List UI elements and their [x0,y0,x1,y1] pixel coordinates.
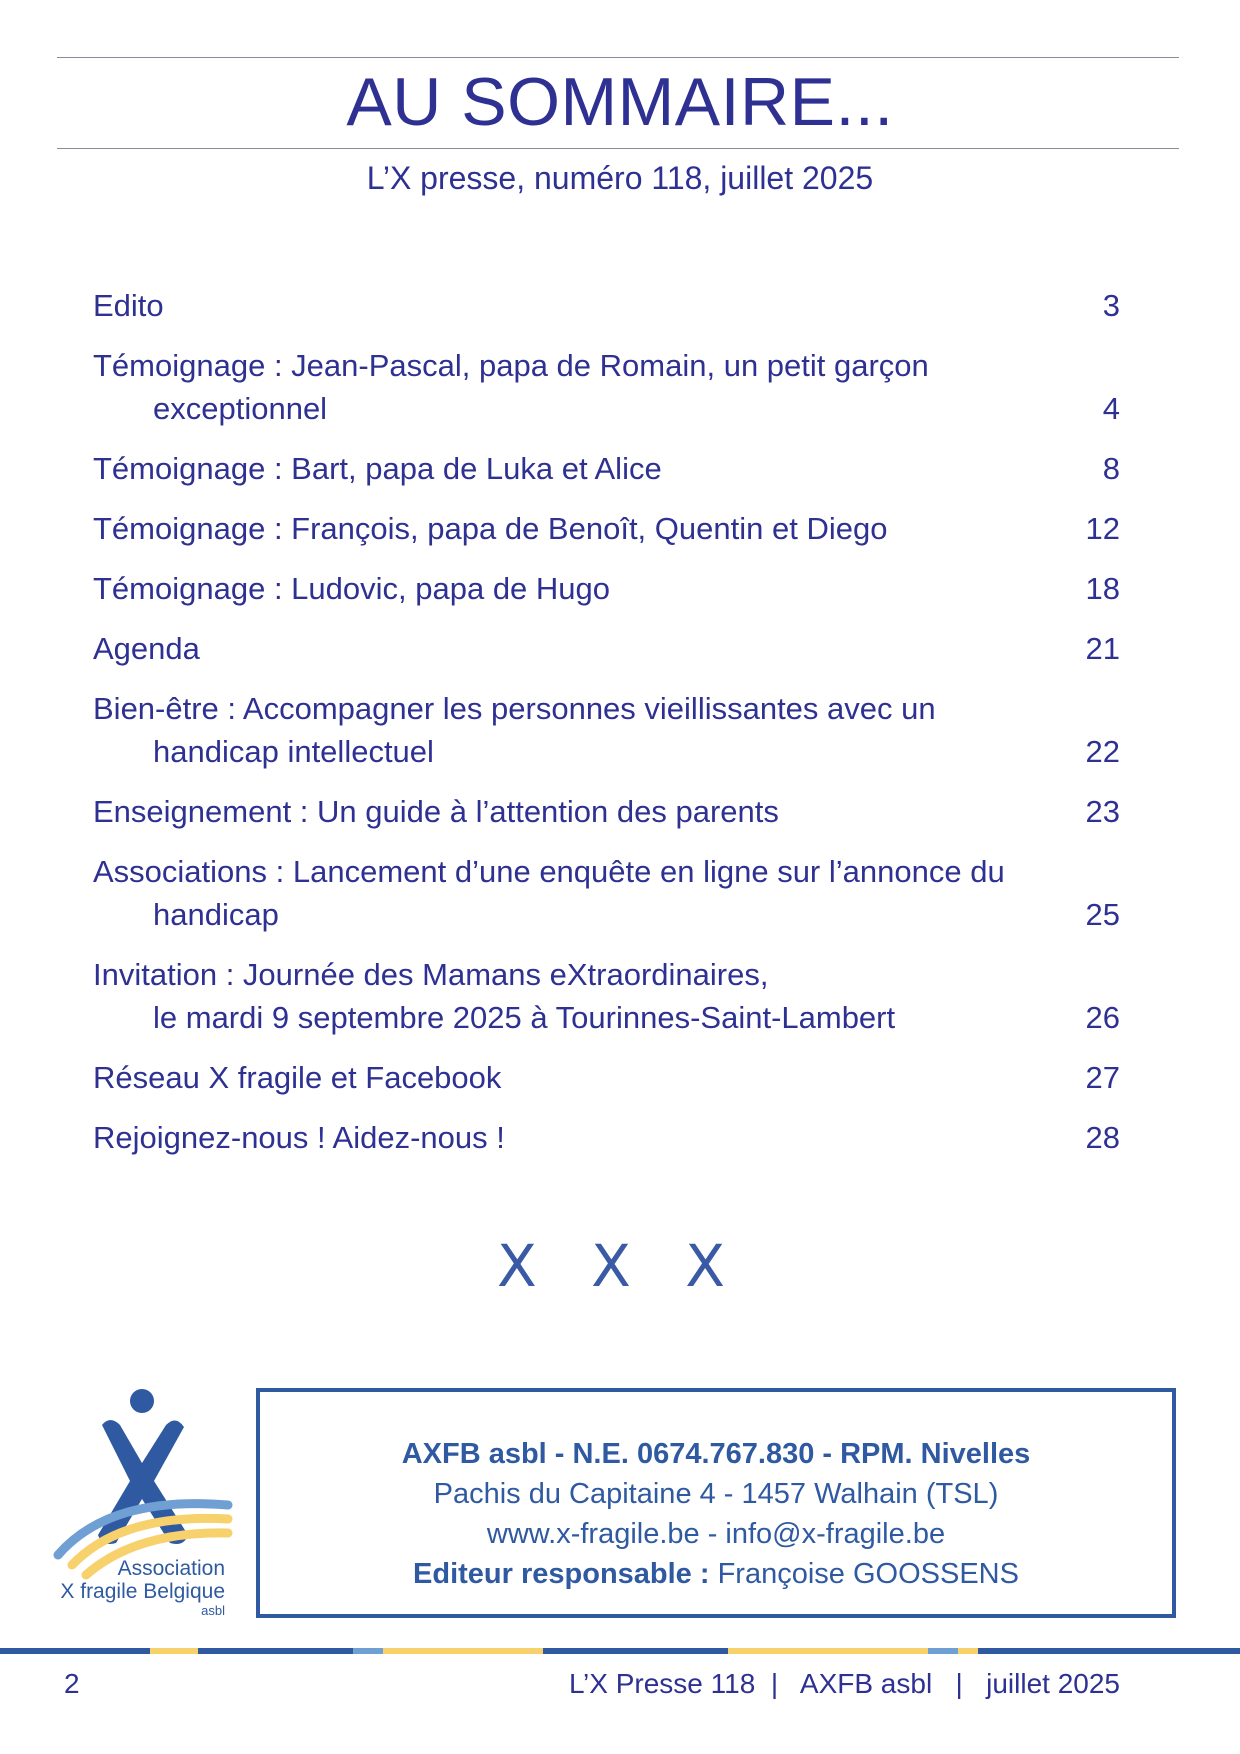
toc-entry-page: 25 [1085,897,1120,932]
toc-entry [93,627,1120,670]
toc-entry [93,1116,1120,1159]
toc-entry-page: 12 [1085,511,1120,546]
contact-line-legal: AXFB asbl - N.E. 0674.767.830 - RPM. Nivelles [401,1438,1031,1470]
page-footer [0,1664,1240,1704]
toc-entry [93,567,1120,610]
footer-page-number: 2 [64,1668,80,1699]
toc-entry-page: 27 [1085,1060,1120,1095]
toc-entry-title: exceptionnel [153,391,328,426]
axfb-logo [50,1385,240,1625]
toc-entry [93,1056,1120,1099]
toc-entry [93,687,1120,773]
logo-text-line3: asbl [201,1603,225,1618]
footer-color-band [0,1648,1240,1654]
toc-entry [93,344,1120,430]
toc-entry-page: 4 [1102,391,1120,426]
toc-entry-title: Edito [93,288,164,323]
toc-entry-page: 22 [1085,734,1120,769]
toc-entry-title: Témoignage : Jean-Pascal, papa de Romain, un petit garçon [93,348,929,383]
toc-entry-page: 8 [1102,451,1120,486]
toc-entry [93,507,1120,550]
toc-entry-title: handicap intellectuel [153,734,434,769]
separator-xxx: X X X [496,1232,744,1300]
toc-entry-page: 18 [1085,571,1120,606]
table-of-contents [93,284,1120,1176]
toc-entry-page: 3 [1102,288,1120,323]
toc-entry-title: Témoignage : Ludovic, papa de Hugo [93,571,611,606]
logo-text-line2: X fragile Belgique [60,1580,225,1603]
logo-figure-head [130,1389,154,1413]
toc-entry-title: Témoignage : Bart, papa de Luka et Alice [93,451,662,486]
contact-box [256,1388,1176,1618]
toc-entry-page: 28 [1085,1120,1120,1155]
toc-entry [93,447,1120,490]
toc-entry-title: Associations : Lancement d’une enquête en ligne sur l’annonce du [93,854,1005,889]
logo-text-line1: Association [117,1557,225,1580]
contact-line-editor: Editeur responsable : Françoise GOOSSENS [413,1558,1019,1590]
toc-entry-page: 26 [1085,1000,1120,1035]
footer-publication-info: L’X Presse 118 | AXFB asbl | juillet 2025 [569,1668,1120,1699]
toc-entry-title: Invitation : Journée des Mamans eXtraordinaires, [93,957,769,992]
title-rule [57,148,1179,149]
toc-entry-page: 23 [1085,794,1120,829]
toc-entry-title: Agenda [93,631,200,666]
issue-subtitle: L’X presse, numéro 118, juillet 2025 [366,160,874,196]
toc-entry-title: Rejoignez-nous ! Aidez-nous ! [93,1120,505,1155]
toc-entry-title: Témoignage : François, papa de Benoît, Quentin et Diego [93,511,888,546]
toc-entry-title: Réseau X fragile et Facebook [93,1060,502,1095]
toc-entry [93,953,1120,1039]
contact-line-web-email: www.x-fragile.be - info@x-fragile.be [486,1518,946,1550]
toc-entry [93,850,1120,936]
toc-entry-page: 21 [1085,631,1120,666]
toc-entry-title: handicap [153,897,279,932]
toc-entry-title: Bien-être : Accompagner les personnes vieillissantes avec un [93,691,936,726]
top-rule [57,57,1179,58]
page-title: AU SOMMAIRE... [346,64,894,140]
toc-entry-title: le mardi 9 septembre 2025 à Tourinnes-Saint-Lambert [153,1000,896,1035]
toc-entry [93,284,1120,327]
toc-entry [93,790,1120,833]
contact-line-address: Pachis du Capitaine 4 - 1457 Walhain (TSL) [433,1478,999,1510]
toc-entry-title: Enseignement : Un guide à l’attention des parents [93,794,779,829]
